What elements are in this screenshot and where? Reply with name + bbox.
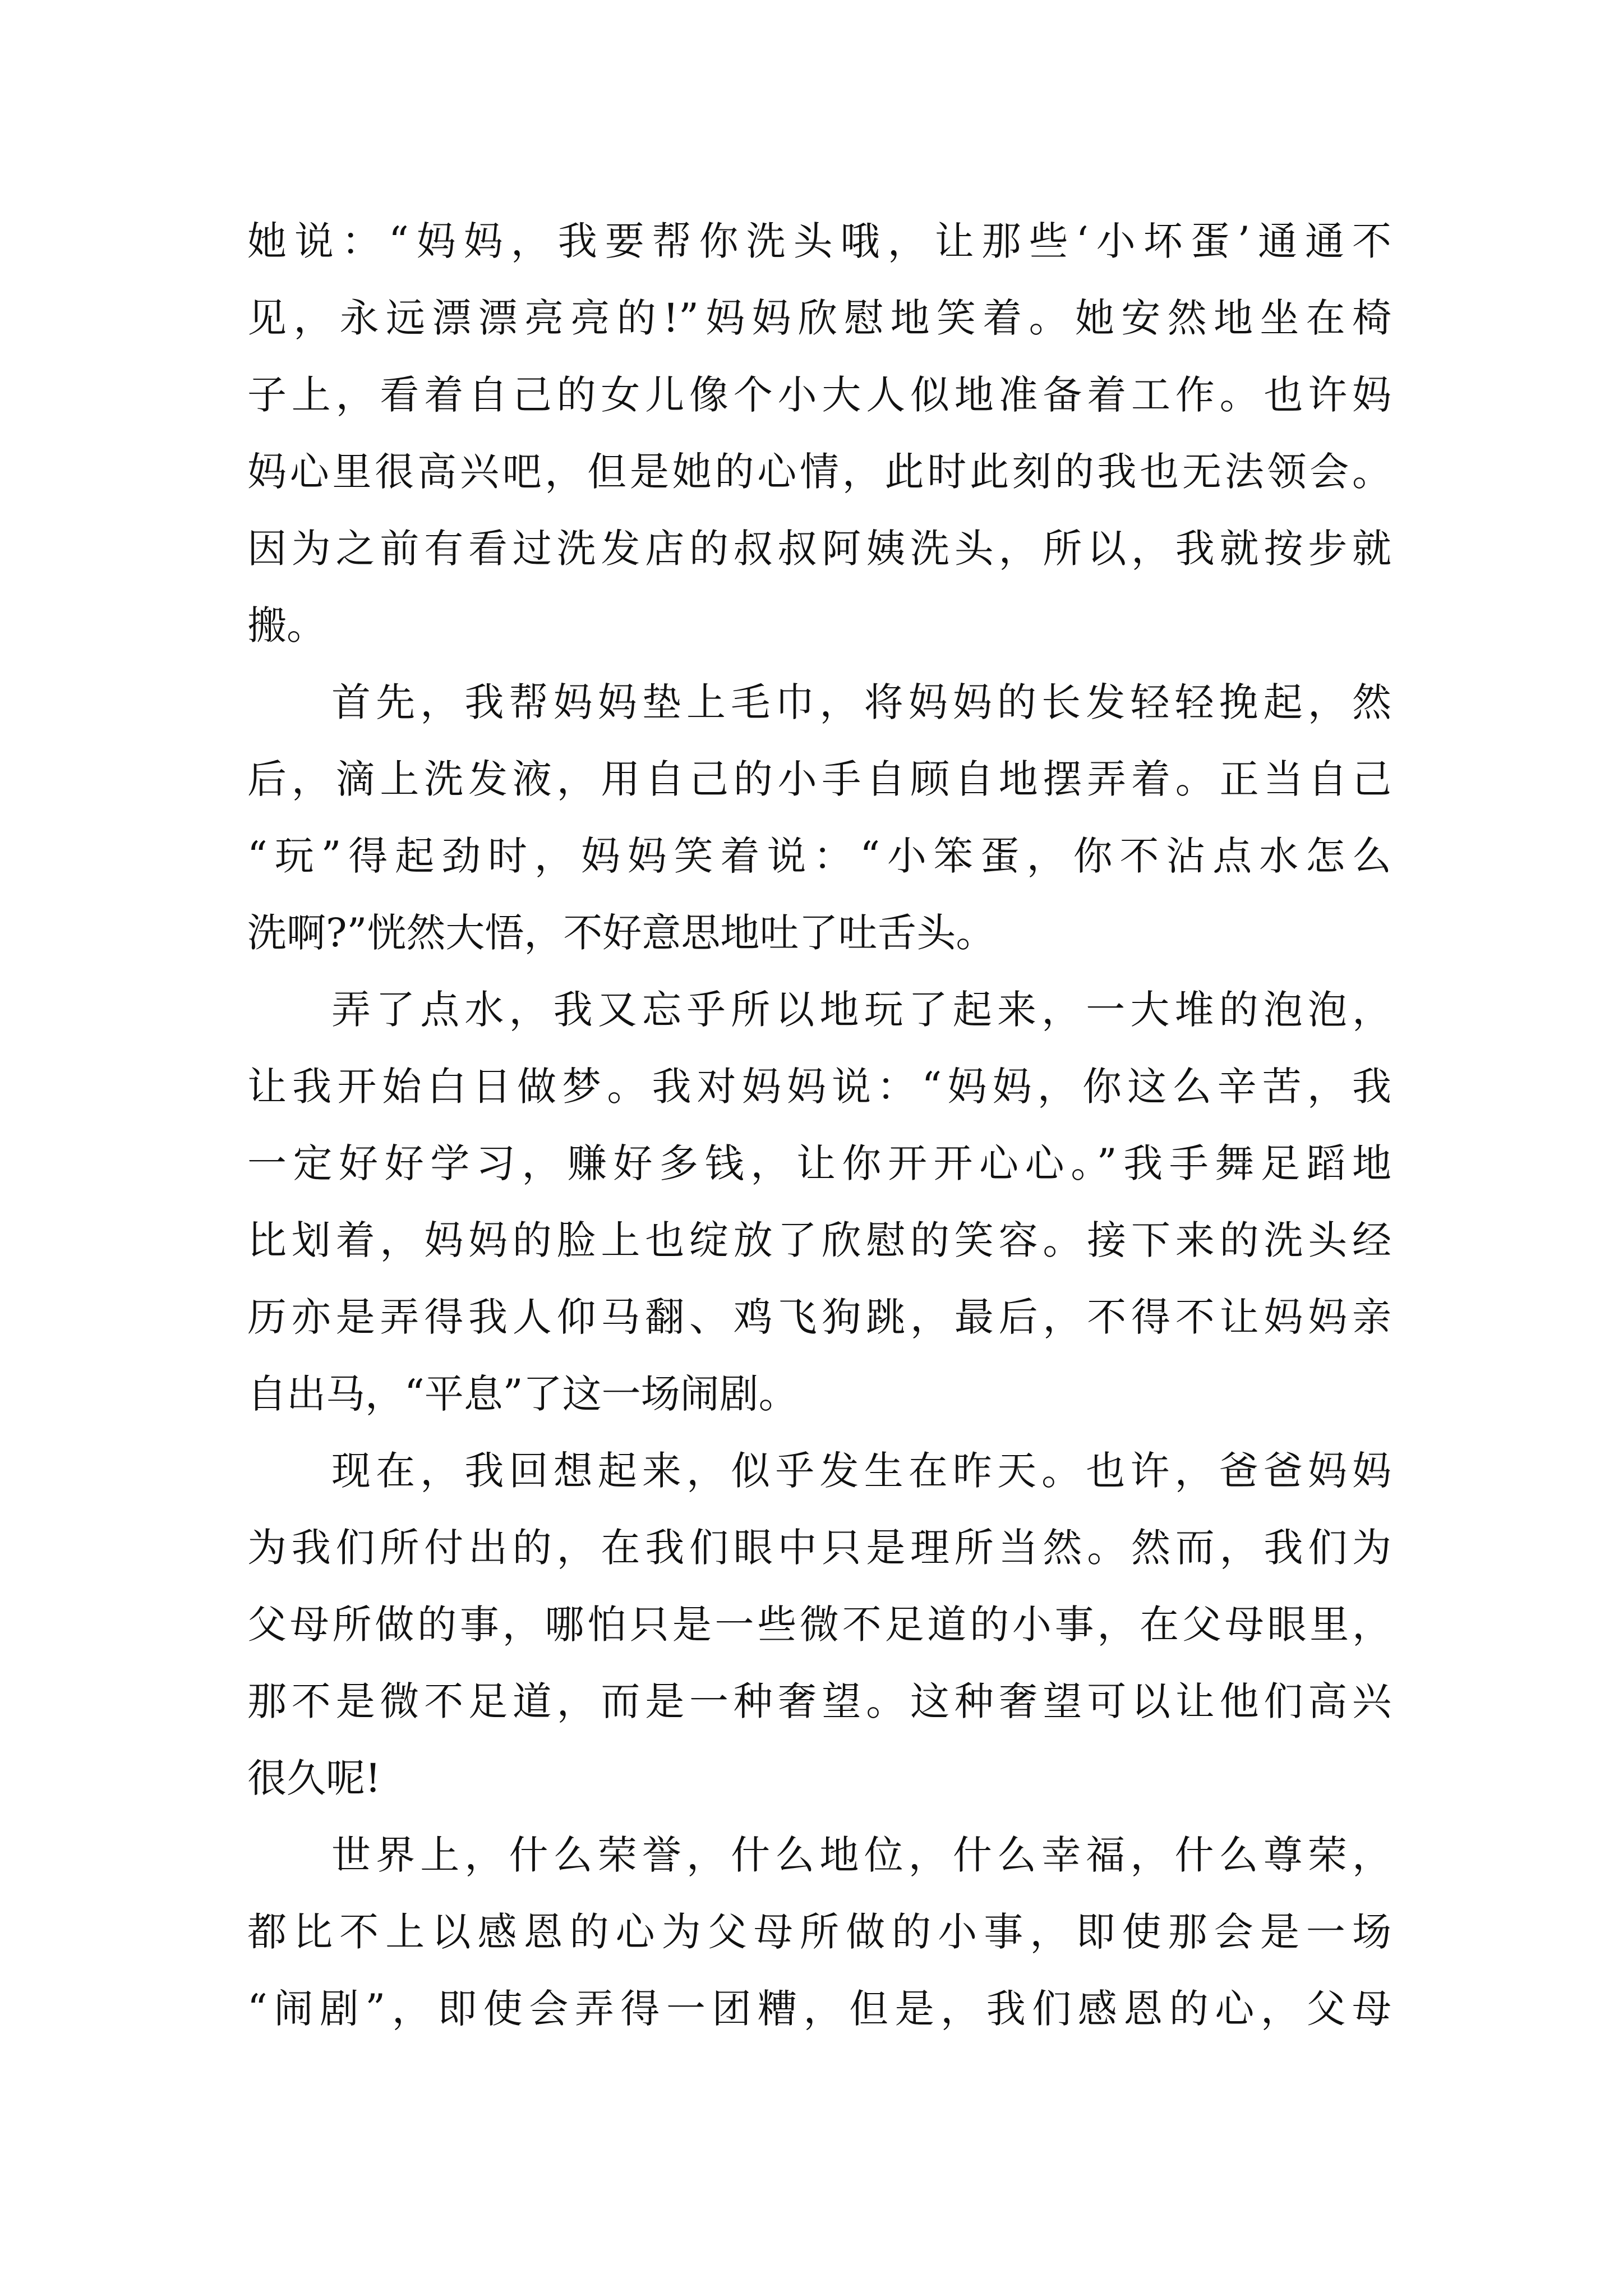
text-line: “闹剧”，即使会弄得一团糟，但是，我们感恩的心，父母 [247, 1986, 1391, 2032]
text-line: 搬。 [247, 602, 326, 648]
text-line: 自出马，“平息”了这一场闹剧。 [247, 1371, 798, 1417]
text-line: 为我们所付出的，在我们眼中只是理所当然。然而，我们为 [247, 1525, 1391, 1571]
text-line: 比划着，妈妈的脸上也绽放了欣慰的笑容。接下来的洗头经 [247, 1217, 1391, 1263]
text-line: 历亦是弄得我人仰马翻、鸡飞狗跳，最后，不得不让妈妈亲 [247, 1294, 1391, 1340]
text-line: 她说：“妈妈，我要帮你洗头哦，让那些‘小坏蛋’通通不 [247, 218, 1391, 264]
text-line: 让我开始白日做梦。我对妈妈说：“妈妈，你这么辛苦，我 [247, 1064, 1391, 1110]
text-line: 洗啊?”恍然大悟，不好意思地吐了吐舌头。 [247, 910, 995, 956]
text-line: 见，永远漂漂亮亮的!”妈妈欣慰地笑着。她安然地坐在椅 [247, 295, 1391, 341]
body-text [247, 203, 1391, 2047]
text-line: 一定好好学习，赚好多钱，让你开开心心。”我手舞足蹈地 [247, 1140, 1391, 1186]
text-line: 很久呢! [247, 1755, 381, 1801]
paragraph-first-line: 现在，我回想起来，似乎发生在昨天。也许，爸爸妈妈 [331, 1448, 1391, 1494]
text-line: 后，滴上洗发液，用自己的小手自顾自地摆弄着。正当自己 [247, 756, 1391, 802]
paragraph-first-line: 世界上，什么荣誉，什么地位，什么幸福，什么尊荣， [331, 1832, 1391, 1878]
text-line: 子上，看着自己的女儿像个小大人似地准备着工作。也许妈 [247, 372, 1391, 418]
text-line: “玩”得起劲时，妈妈笑着说：“小笨蛋，你不沾点水怎么 [247, 833, 1391, 879]
text-line: 都比不上以感恩的心为父母所做的小事，即使那会是一场 [247, 1909, 1391, 1955]
text-line: 因为之前有看过洗发店的叔叔阿姨洗头，所以，我就按步就 [247, 526, 1391, 572]
paragraph-first-line: 首先，我帮妈妈垫上毛巾，将妈妈的长发轻轻挽起，然 [331, 679, 1391, 725]
text-line: 父母所做的事，哪怕只是一些微不足道的小事，在父母眼里， [247, 1602, 1391, 1648]
text-line: 妈心里很高兴吧，但是她的心情，此时此刻的我也无法领会。 [247, 449, 1391, 495]
paragraph-first-line: 弄了点水，我又忘乎所以地玩了起来，一大堆的泡泡， [331, 987, 1391, 1033]
text-line: 那不是微不足道，而是一种奢望。这种奢望可以让他们高兴 [247, 1678, 1391, 1724]
